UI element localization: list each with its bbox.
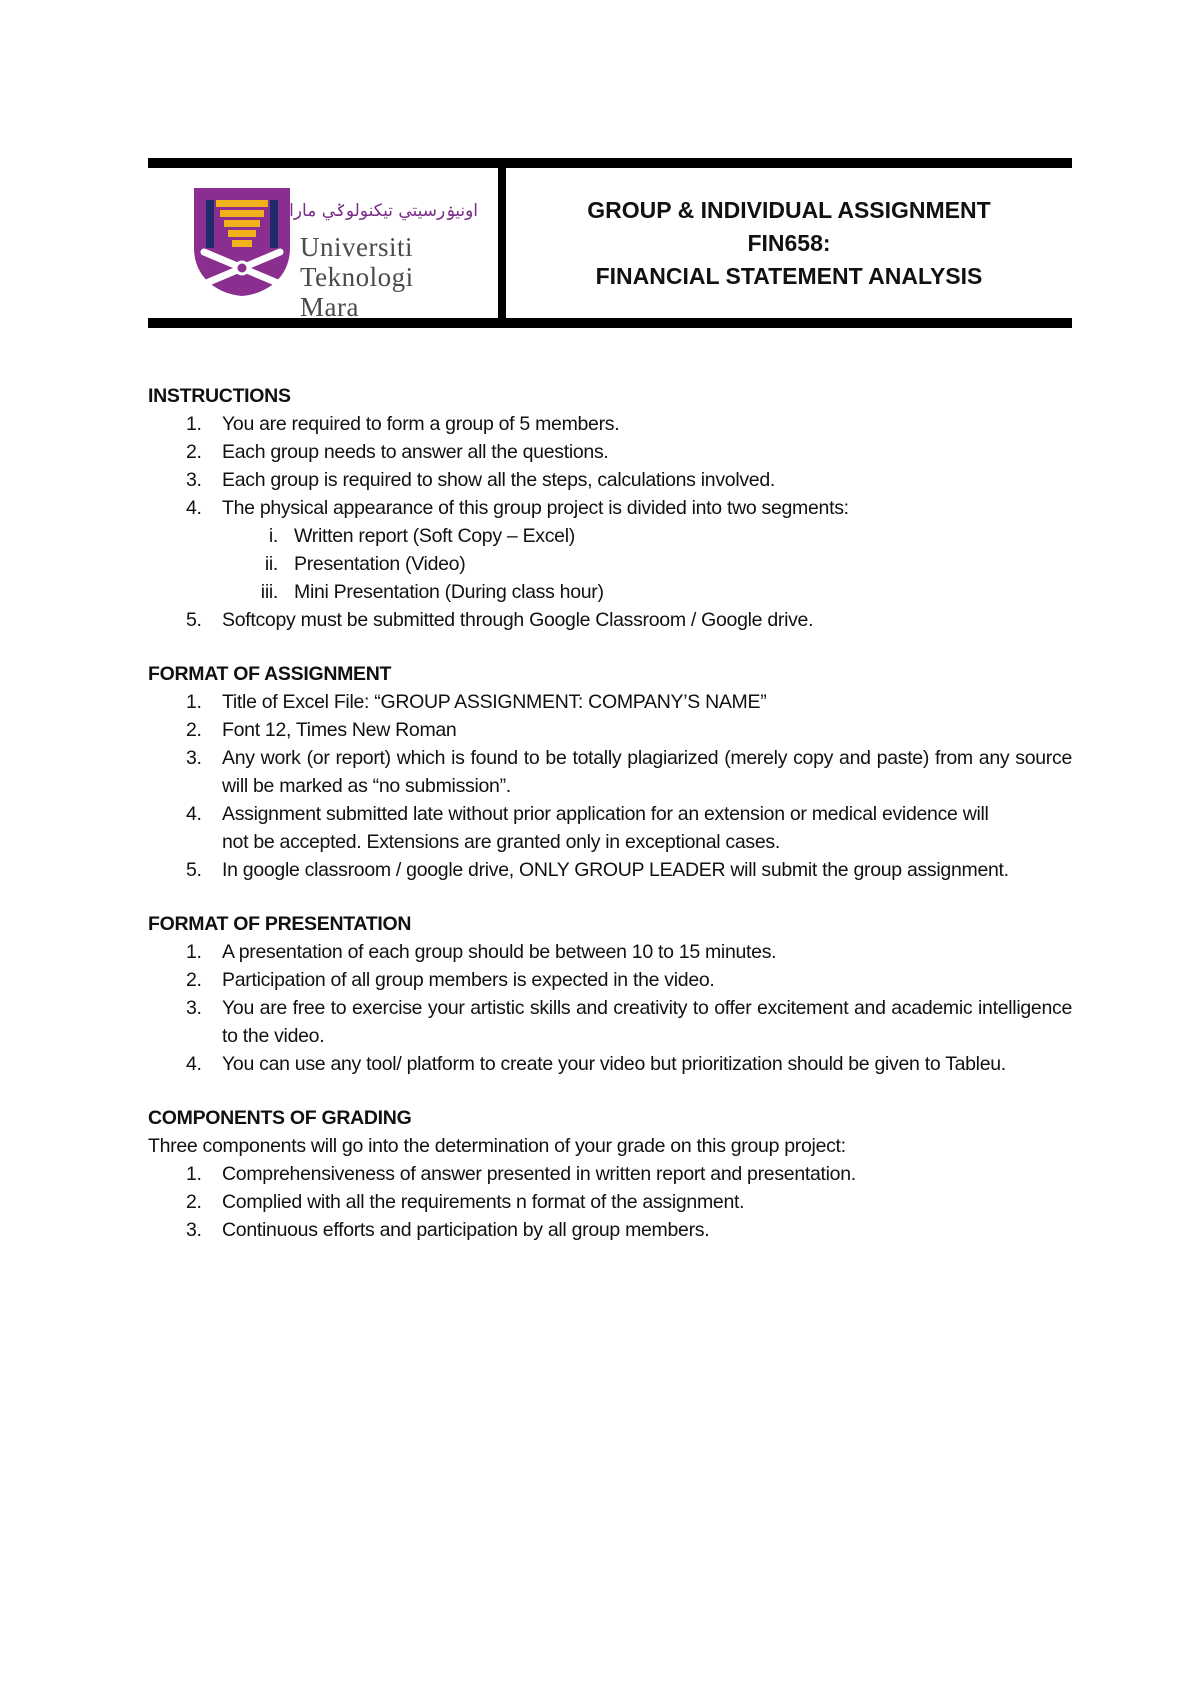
- item-text: You are required to form a group of 5 members.: [222, 413, 620, 435]
- assignment-title: [506, 168, 1072, 318]
- item-number: 2.: [186, 441, 202, 463]
- list-item: [148, 438, 1072, 466]
- item-text: Presentation (Video): [294, 553, 466, 575]
- section-heading: FORMAT OF PRESENTATION: [148, 913, 412, 935]
- item-number: 3.: [186, 1219, 202, 1241]
- item-text: You are free to exercise your artistic skills and creativity to offer excitement and academic intelligence to the video.: [222, 997, 1072, 1047]
- title-line: FIN658:: [747, 229, 831, 256]
- item-text: Title of Excel File: “GROUP ASSIGNMENT: COMPANY’S NAME”: [222, 691, 767, 713]
- list-item: [148, 744, 1072, 800]
- item-number: iii.: [260, 581, 278, 603]
- item-number: 5.: [186, 609, 202, 631]
- format-presentation-section: [148, 910, 1072, 1078]
- item-text: In google classroom / google drive, ONLY GROUP LEADER will submit the group assignment.: [222, 859, 1009, 881]
- sub-list-item: [148, 550, 1072, 578]
- item-text: The physical appearance of this group project is divided into two segments:: [222, 497, 849, 519]
- item-number: 5.: [186, 859, 202, 881]
- list-item: [148, 716, 1072, 744]
- header-bottom-rule: [148, 318, 1072, 328]
- item-number: 1.: [186, 413, 202, 435]
- item-text: Assignment submitted late without prior application for an extension or medical evidence will not be accepted. Extensions are granted only in exceptional cases.: [222, 803, 989, 853]
- list-item: [148, 466, 1072, 494]
- sub-list-item: [148, 578, 1072, 606]
- title-line: GROUP & INDIVIDUAL ASSIGNMENT: [587, 196, 991, 223]
- list-item: [148, 494, 1072, 522]
- list-item: [148, 938, 1072, 966]
- format-assignment-section: [148, 660, 1072, 884]
- item-number: 2.: [186, 1191, 202, 1213]
- item-number: i.: [268, 525, 278, 547]
- uitm-logo: [192, 182, 482, 322]
- item-text: You can use any tool/ platform to create your video but prioritization should be given to Tableu.: [222, 1053, 1006, 1075]
- item-number: 2.: [186, 719, 202, 741]
- list-item: [148, 966, 1072, 994]
- item-number: 4.: [186, 803, 202, 825]
- item-text: Written report (Soft Copy – Excel): [294, 525, 575, 547]
- document-header: [148, 158, 1072, 330]
- list-item: [148, 688, 1072, 716]
- sub-list-item: [148, 522, 1072, 550]
- section-heading: INSTRUCTIONS: [148, 385, 291, 407]
- section-heading: COMPONENTS OF GRADING: [148, 1107, 412, 1129]
- item-text: Font 12, Times New Roman: [222, 719, 457, 741]
- item-number: 1.: [186, 691, 202, 713]
- item-number: 3.: [186, 469, 202, 491]
- logo-university-name: [300, 232, 414, 322]
- logo-name-line: Teknologi: [300, 262, 414, 292]
- document-body: [148, 382, 1072, 1244]
- list-item: [148, 800, 1072, 856]
- item-text: Participation of all group members is expected in the video.: [222, 969, 715, 991]
- item-number: 3.: [186, 997, 202, 1019]
- list-item: [148, 1216, 1072, 1244]
- item-number: 4.: [186, 1053, 202, 1075]
- list-item: [148, 856, 1072, 884]
- item-number: 4.: [186, 497, 202, 519]
- item-text: Mini Presentation (During class hour): [294, 581, 604, 603]
- item-text: Continuous efforts and participation by all group members.: [222, 1219, 710, 1241]
- grading-section: [148, 1104, 1072, 1244]
- list-item: [148, 1160, 1072, 1188]
- item-text: Complied with all the requirements n format of the assignment.: [222, 1191, 745, 1213]
- list-item: [148, 606, 1072, 634]
- item-number: 3.: [186, 747, 202, 769]
- item-number: ii.: [264, 553, 278, 575]
- list-item: [148, 994, 1072, 1050]
- item-text: Each group needs to answer all the questions.: [222, 441, 609, 463]
- list-item: [148, 1188, 1072, 1216]
- item-text: Any work (or report) which is found to be totally plagiarized (merely copy and paste) from any source will be marked as “no submission”.: [222, 747, 1072, 797]
- logo-jawi-text: اونيۏرسيتي تيكنولوݢي مارا: [289, 201, 478, 221]
- item-text: Each group is required to show all the steps, calculations involved.: [222, 469, 776, 491]
- list-item: [148, 410, 1072, 438]
- item-text: A presentation of each group should be between 10 to 15 minutes.: [222, 941, 777, 963]
- title-line: FINANCIAL STATEMENT ANALYSIS: [595, 262, 983, 289]
- header-top-rule: [148, 158, 1072, 168]
- item-number: 1.: [186, 1163, 202, 1185]
- item-text: Softcopy must be submitted through Google Classroom / Google drive.: [222, 609, 814, 631]
- item-text: Comprehensiveness of answer presented in written report and presentation.: [222, 1163, 856, 1185]
- uitm-crest-icon: [192, 186, 292, 298]
- instructions-section: [148, 382, 1072, 634]
- section-heading: FORMAT OF ASSIGNMENT: [148, 663, 392, 685]
- item-number: 2.: [186, 969, 202, 991]
- header-divider: [498, 168, 506, 318]
- logo-name-line: Mara: [300, 292, 359, 322]
- logo-name-line: Universiti: [300, 232, 413, 262]
- list-item: [148, 1050, 1072, 1078]
- item-number: 1.: [186, 941, 202, 963]
- grading-intro: Three components will go into the determination of your grade on this group project:: [148, 1135, 846, 1157]
